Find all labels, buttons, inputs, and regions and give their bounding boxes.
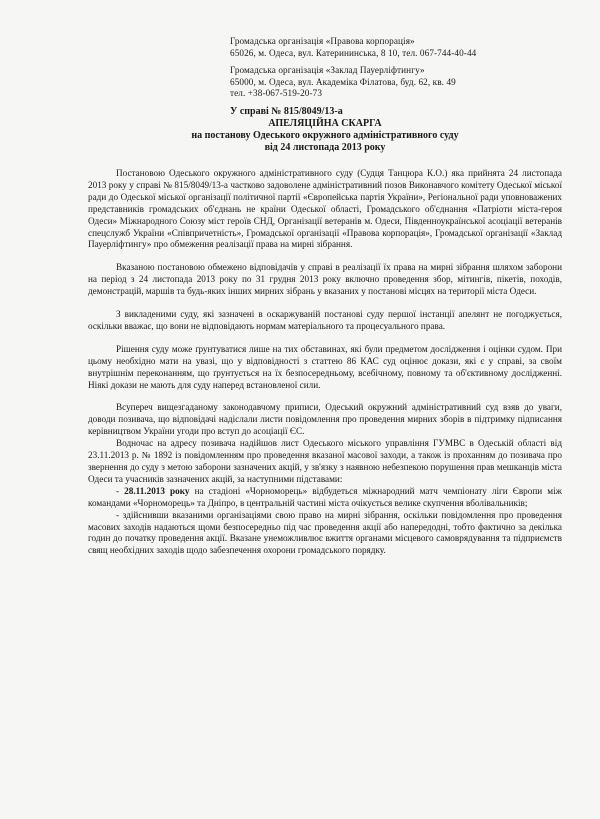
org1-name: Громадська організація «Правова корпорація» (230, 36, 415, 46)
document-title: АПЕЛЯЦІЙНА СКАРГА (268, 117, 382, 129)
paragraph-1: Постановою Одеського окружного адміністративного суду (Судця Танцюра К.О.) яка прийнята 24 листопада 2013 року у справі № 815/8049/13-а частково задоволене адміністративний позов Виконавчого комітету Одеської міської ради до Одеської міської організації політичної партії «Європейська партія України», Регіональної ради уповноважених представників громадських об'єднань не країни Одеської області, Громадського об'єднання «Патріоти міста-героя Одеси» Міжнародного Союзу міст героїв СНД, Організації ветеранів м. Одеси, Південноукраїнської асоціації ветеранів спецслужб України «Співпричетність», Громадської організації «Правова корпорація», Громадської організації «Заклад Пауерліфтингу» про обмеження реалізації права на мирні зібрання. (88, 167, 562, 250)
paragraph-3: З викладеними суду, які зазначені в оскаржуваній постанові суду першої інстанції апелянт не погоджується, оскільки вважає, що вони не відповідають нормам матеріального та процесуального права. (88, 309, 562, 331)
case-number: У справі № 815/8049/13-а (230, 105, 343, 117)
addressee-block (230, 36, 562, 100)
paragraph-6: Водночас на адресу позивача надійшов лист Одеського міського управління ГУМВС в Одеській області від 23.11.2013 р. № 1892 із повідомленням про проведення вказаної масової заходи, а також із проханням до позивача про звернення до суду з метою заборони зазначених акцій, у зв'язку з наявною небезпекою порушення прав мешканців міста Одеси та учасників зазначених акцій, за наступними підставами: (88, 438, 562, 484)
org1-address: 65026, м. Одеса, вул. Катерининська, 8 10, тел. 067-744-40-44 (230, 47, 477, 58)
document-body (88, 168, 562, 557)
addressee-org2 (230, 65, 562, 100)
bold-date: 28.11.2013 року (124, 485, 190, 496)
document-date: від 24 листопада 2013 року (264, 141, 386, 153)
paragraph-5: Всупереч вищезгаданому законодавчому приписи, Одеський окружний адміністративний суд взяв до уваги, доводи позивача, що відповідачі надіслали листи повідомлення про проведення мирних зборів в підтримку підписання керівництвом України угоди про вступ до асоціації ЄС. (88, 402, 562, 437)
list-item-2: - здійснивши вказаними організаціями свою право на мирні зібрання, оскільки повідомлення про проведення масових заходів надаються щоми безпосередньо під час проведення акції або напередодні, тобто фактично за декілька годин до початку проведення акції. Вказане унеможливлює вжиття органами місцевого самоврядування та підприємств свящ необхідних заходів щодо забезпечення охорони громадського порядку. (88, 509, 562, 556)
org2-phone: тел. +38-067-519-20-73 (230, 88, 323, 99)
org2-name: Громадська організація «Заклад Пауерліфтингу» (230, 65, 425, 76)
document-subtitle: на постанову Одеського окружного адміністративного суду (191, 129, 459, 141)
org2-address: 65000, м. Одеса, вул. Академіка Філатова, буд. 62, кв. 49 (230, 76, 456, 87)
paragraph-4: Рішення суду може ґрунтуватися лише на тих обставинах, які були предметом дослідження і оцінки судом. При цьому необхідно мати на увазі, що у відповідності з статтею 86 КАС суд оцінює докази, які є у справі, за своїм внутрішнім переконанням, що ґрунтується на їх безпосередньому, всебічному, повному та об'єктивному дослідженні. Ніякі докази не мають для суду наперед встановленої сили. (88, 343, 562, 390)
list-item-1: - 28.11.2013 року на стадіоні «Чорноморець» відбудеться міжнародний матч чемпіонату ліги Європи між командами «Чорноморець» та Дніпро, в центральній частині міста очікується велике скупчення вболівальників; (88, 485, 563, 508)
addressee-org1 (230, 36, 562, 59)
paragraph-2: Вказаною постановою обмежено відповідачів у справі в реалізації їх права на мирні зібрання шляхом заборони на період з 24 листопада 2013 року по 31 грудня 2013 року включно проведення збор, мітингів, пікетів, походів, демонстрацій, маршів та будь-яких інших мирних зібрань у вказаних у постанові місцях на території міста Одеси. (88, 262, 562, 297)
